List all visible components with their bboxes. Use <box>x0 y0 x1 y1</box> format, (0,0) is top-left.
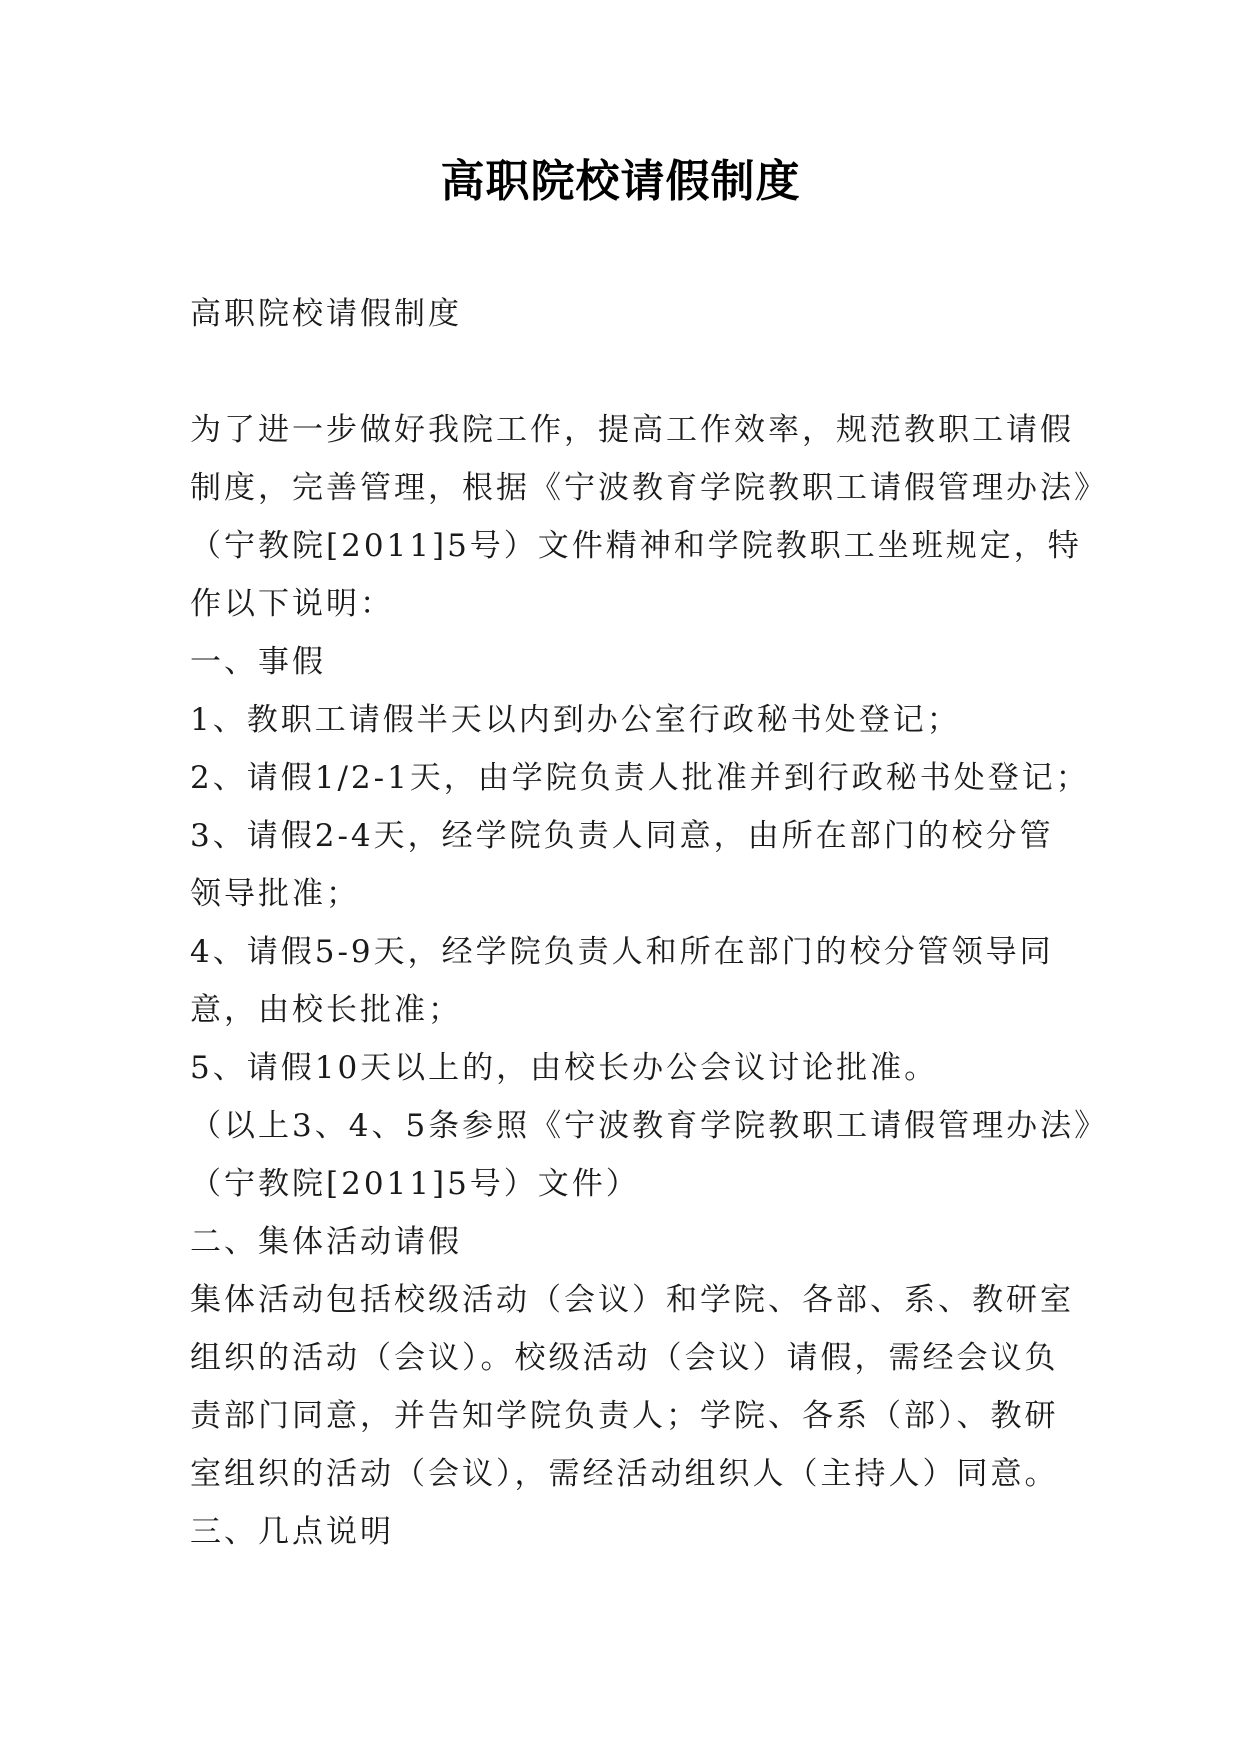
document-title: 高职院校请假制度 <box>440 156 801 207</box>
blank-line <box>190 343 1070 401</box>
document-body <box>190 285 1109 1561</box>
section-heading-notes: 三、几点说明 <box>190 1514 394 1550</box>
list-item: 1、教职工请假半天以内到办公室行政秘书处登记； <box>190 702 961 738</box>
paragraph-line: 制度，完善管理，根据《宁波教育学院教职工请假管理办法》 <box>190 470 1108 506</box>
paragraph-line: 室组织的活动（会议），需经活动组织人（主持人）同意。 <box>190 1456 1059 1492</box>
section-heading-personal-leave: 一、事假 <box>190 644 326 680</box>
paragraph-line: 责部门同意，并告知学院负责人；学院、各系（部）、教研 <box>190 1398 1059 1434</box>
list-item: 3、请假2-4天，经学院负责人同意，由所在部门的校分管 <box>190 818 1054 854</box>
paragraph-line: （宁教院[2011]5号）文件精神和学院教职工坐班规定，特 <box>190 528 1082 564</box>
paragraph-line: 为了进一步做好我院工作，提高工作效率，规范教职工请假 <box>190 412 1074 448</box>
paragraph-line: 组织的活动（会议）。校级活动（会议）请假，需经会议负 <box>190 1340 1059 1376</box>
section-heading-group-activity-leave: 二、集体活动请假 <box>190 1224 462 1260</box>
paragraph-line: 集体活动包括校级活动（会议）和学院、各部、系、教研室 <box>190 1282 1074 1318</box>
list-item: 2、请假1/2-1天，由学院负责人批准并到行政秘书处登记； <box>190 760 1090 796</box>
paragraph-line: 作以下说明： <box>190 586 394 622</box>
list-item: 4、请假5-9天，经学院负责人和所在部门的校分管领导同 <box>190 934 1054 970</box>
reference-note: （宁教院[2011]5号）文件） <box>190 1166 640 1202</box>
body-heading: 高职院校请假制度 <box>190 296 462 332</box>
list-item-continued: 意，由校长批准； <box>190 992 462 1028</box>
list-item: 5、请假10天以上的，由校长办公会议讨论批准。 <box>190 1050 939 1086</box>
reference-note: （以上3、4、5条参照《宁波教育学院教职工请假管理办法》 <box>190 1108 1109 1144</box>
list-item-continued: 领导批准； <box>190 876 360 912</box>
